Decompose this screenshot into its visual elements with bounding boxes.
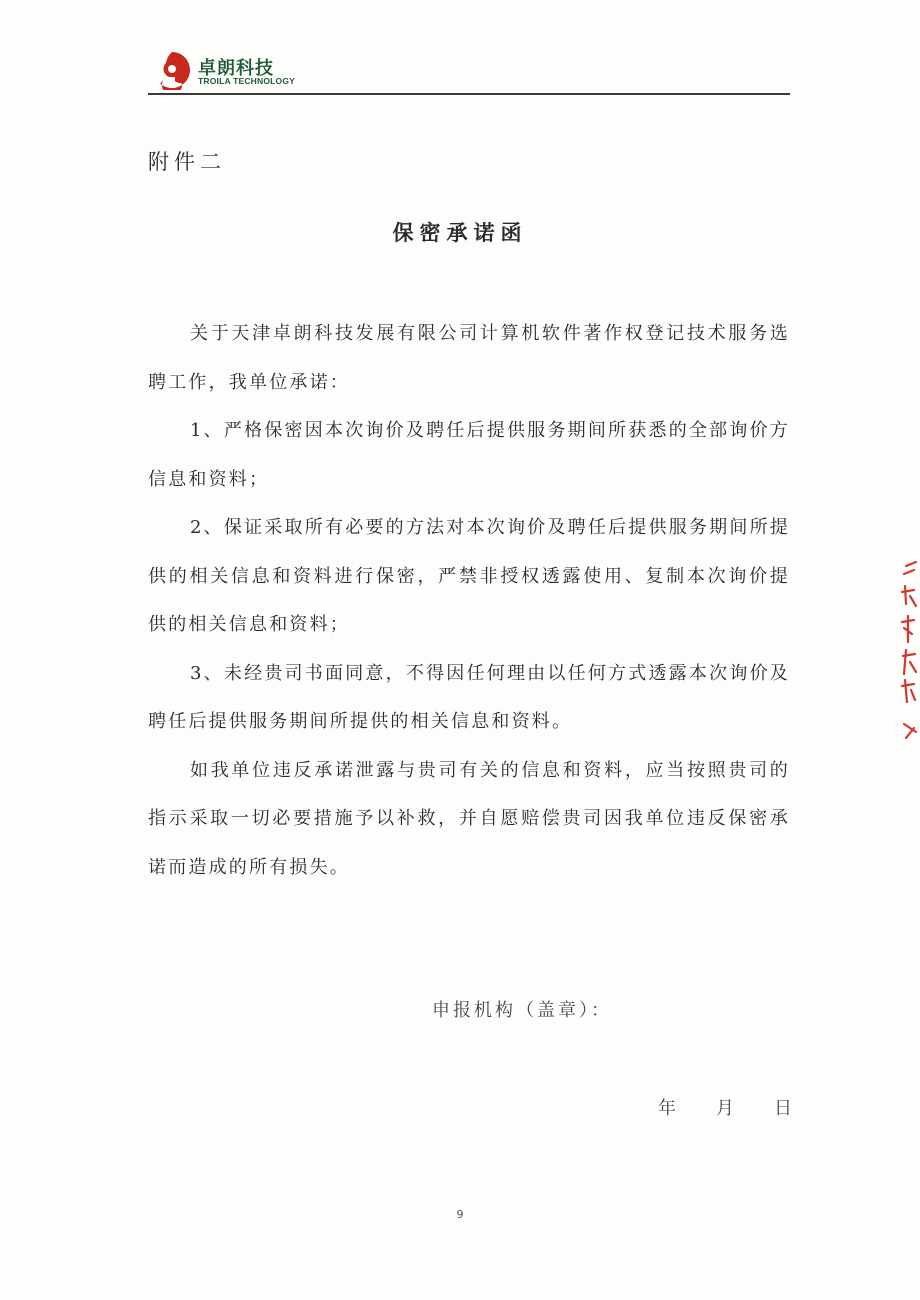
document-title: 保密承诺函 — [392, 220, 528, 245]
signature-label: 申报机构（盖章）： — [432, 1000, 612, 1021]
paragraph-item-3: 3、未经贵司书面同意，不得因任何理由以任何方式透露本次询价及聘任后提供服务期间所提供的相关信息和资料。 — [148, 662, 790, 732]
logo-chinese-name: 卓朗科技 — [198, 58, 274, 79]
document-body — [148, 310, 790, 892]
seal-stamp-edge-icon — [896, 556, 920, 746]
header-divider — [148, 93, 790, 95]
date-month: 月 — [716, 1098, 734, 1119]
troila-logo-icon — [152, 50, 192, 90]
paragraph-item-2: 2、保证采取所有必要的方法对本次询价及聘任后提供服务期间所提供的相关信息和资料进行保密，严禁非授权透露使用、复制本次询价提供的相关信息和资料； — [148, 517, 790, 635]
logo-english-name: TROILA TECHNOLOGY — [198, 76, 296, 86]
paragraph-item-1: 1、严格保密因本次询价及聘任后提供服务期间所获悉的全部询价方信息和资料； — [148, 420, 790, 490]
date-day: 日 — [774, 1098, 792, 1119]
attachment-label: 附件二 — [148, 150, 226, 174]
paragraph-intro: 关于天津卓朗科技发展有限公司计算机软件著作权登记技术服务选聘工作，我单位承诺： — [148, 323, 790, 393]
date-year: 年 — [658, 1098, 676, 1119]
page-header — [148, 44, 790, 96]
paragraph-closing: 如我单位违反承诺泄露与贵司有关的信息和资料，应当按照贵司的指示采取一切必要措施予以补救，并自愿赔偿贵司因我单位违反保密承诺而造成的所有损失。 — [148, 759, 790, 878]
date-line — [658, 1094, 792, 1120]
page-number: 9 — [456, 1208, 464, 1221]
